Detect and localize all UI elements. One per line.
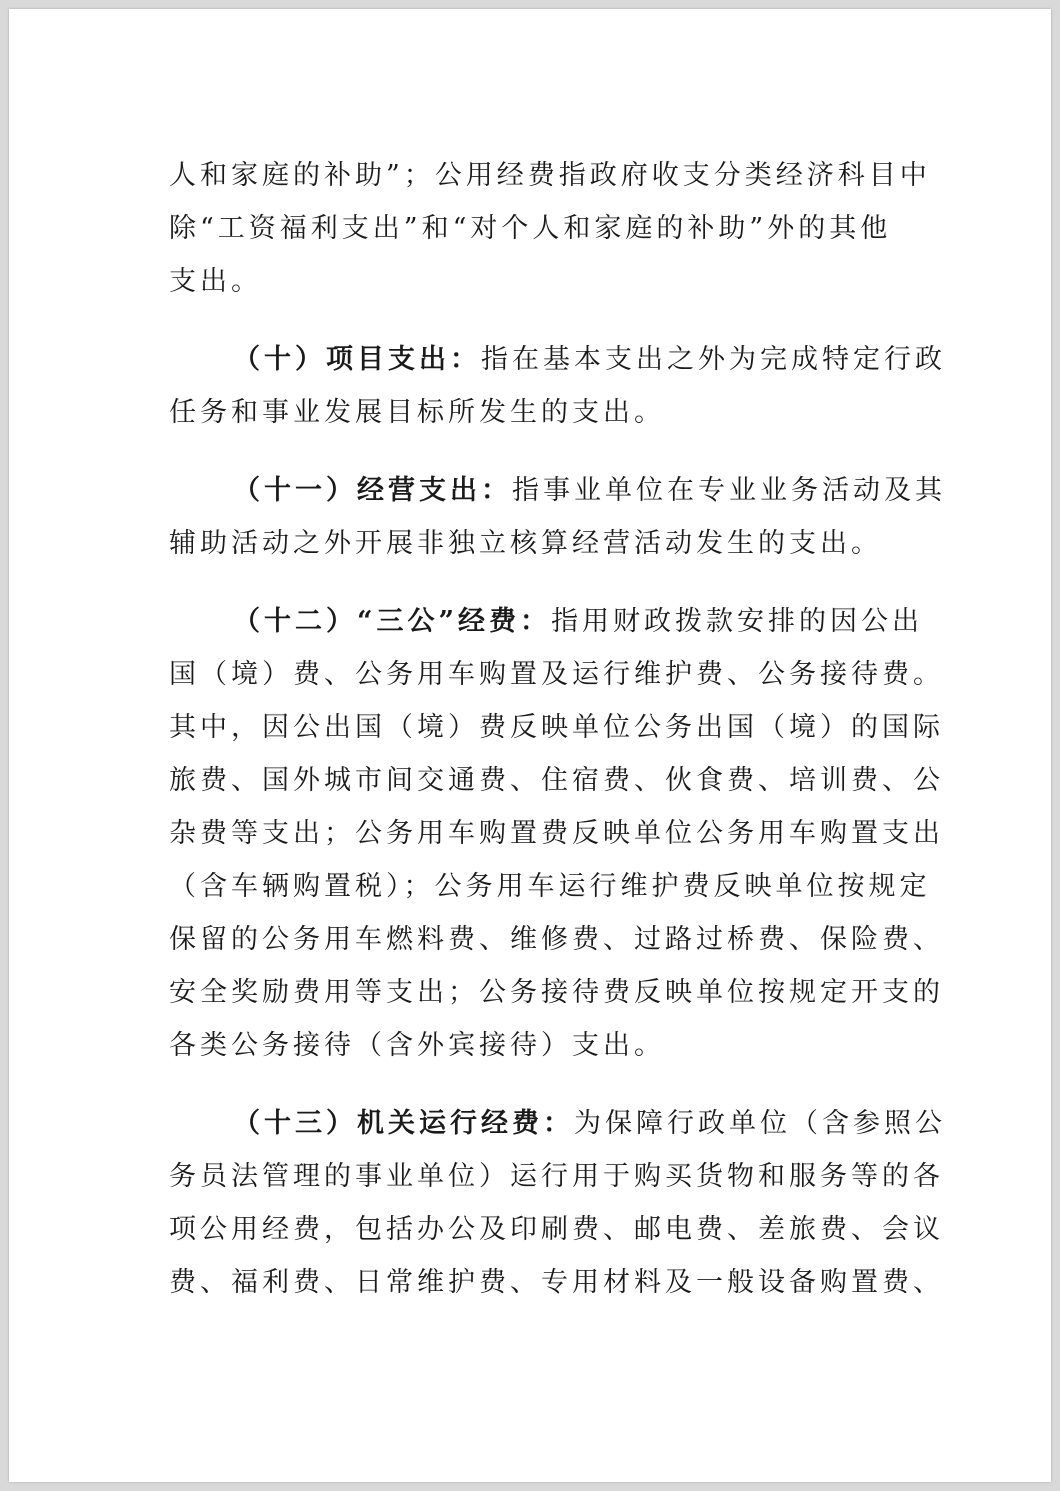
- text-line: [169, 333, 946, 386]
- document-page: [9, 9, 1051, 1482]
- text-line: [169, 464, 946, 517]
- paragraph-continuation: [169, 149, 931, 308]
- text-line: [169, 595, 924, 648]
- definition-term: （十二）“三公”经费：: [233, 606, 552, 637]
- text-line: 旅费、国外城市间交通费、住宿费、伙食费、培训费、公: [169, 765, 944, 796]
- definition-term: （十）项目支出：: [233, 344, 481, 375]
- text-line: 其中，因公出国（境）费反映单位公务出国（境）的国际: [169, 712, 944, 743]
- definition-text: 指用财政拨款安排的因公出: [551, 606, 924, 637]
- text-line: [169, 1097, 946, 1150]
- definition-term: （十三）机关运行经费：: [233, 1108, 574, 1139]
- definition-term: （十一）经营支出：: [233, 475, 512, 506]
- text-line: 支出。: [169, 266, 262, 297]
- text-line: 国（境）费、公务用车购置及运行维护费、公务接待费。: [169, 659, 944, 690]
- text-line: 任务和事业发展目标所发生的支出。: [169, 397, 665, 428]
- text-line: 安全奖励费用等支出；公务接待费反映单位按规定开支的: [169, 977, 944, 1008]
- text-line: 人和家庭的补助”；公用经费指政府收支分类经济科目中: [169, 160, 931, 191]
- definition-text: 为保障行政单位（含参照公: [574, 1108, 946, 1139]
- text-line: 杂费等支出；公务用车购置费反映单位公务用车购置支出: [169, 818, 944, 849]
- text-line: （含车辆购置税）；公务用车运行维护费反映单位按规定: [169, 871, 931, 902]
- paragraph-project-expenditure: [169, 333, 946, 439]
- text-line: 务员法管理的事业单位）运行用于购买货物和服务等的各: [169, 1161, 944, 1192]
- definition-text: 指在基本支出之外为完成特定行政: [481, 344, 946, 375]
- text-line: 保留的公务用车燃料费、维修费、过路过桥费、保险费、: [169, 924, 944, 955]
- text-line: 费、福利费、日常维护费、专用材料及一般设备购置费、: [169, 1267, 944, 1298]
- text-line: 除“工资福利支出”和“对个人和家庭的补助”外的其他: [169, 213, 892, 244]
- text-line: 辅助活动之外开展非独立核算经营活动发生的支出。: [169, 528, 882, 559]
- paragraph-three-public-expenses: [169, 595, 944, 1072]
- paragraph-agency-operating-expenses: [169, 1097, 946, 1309]
- text-line: 各类公务接待（含外宾接待）支出。: [169, 1030, 665, 1061]
- definition-text: 指事业单位在专业业务活动及其: [512, 475, 946, 506]
- paragraph-operating-expenditure: [169, 464, 946, 570]
- document-body: [169, 149, 946, 1309]
- text-line: 项公用经费，包括办公及印刷费、邮电费、差旅费、会议: [169, 1214, 944, 1245]
